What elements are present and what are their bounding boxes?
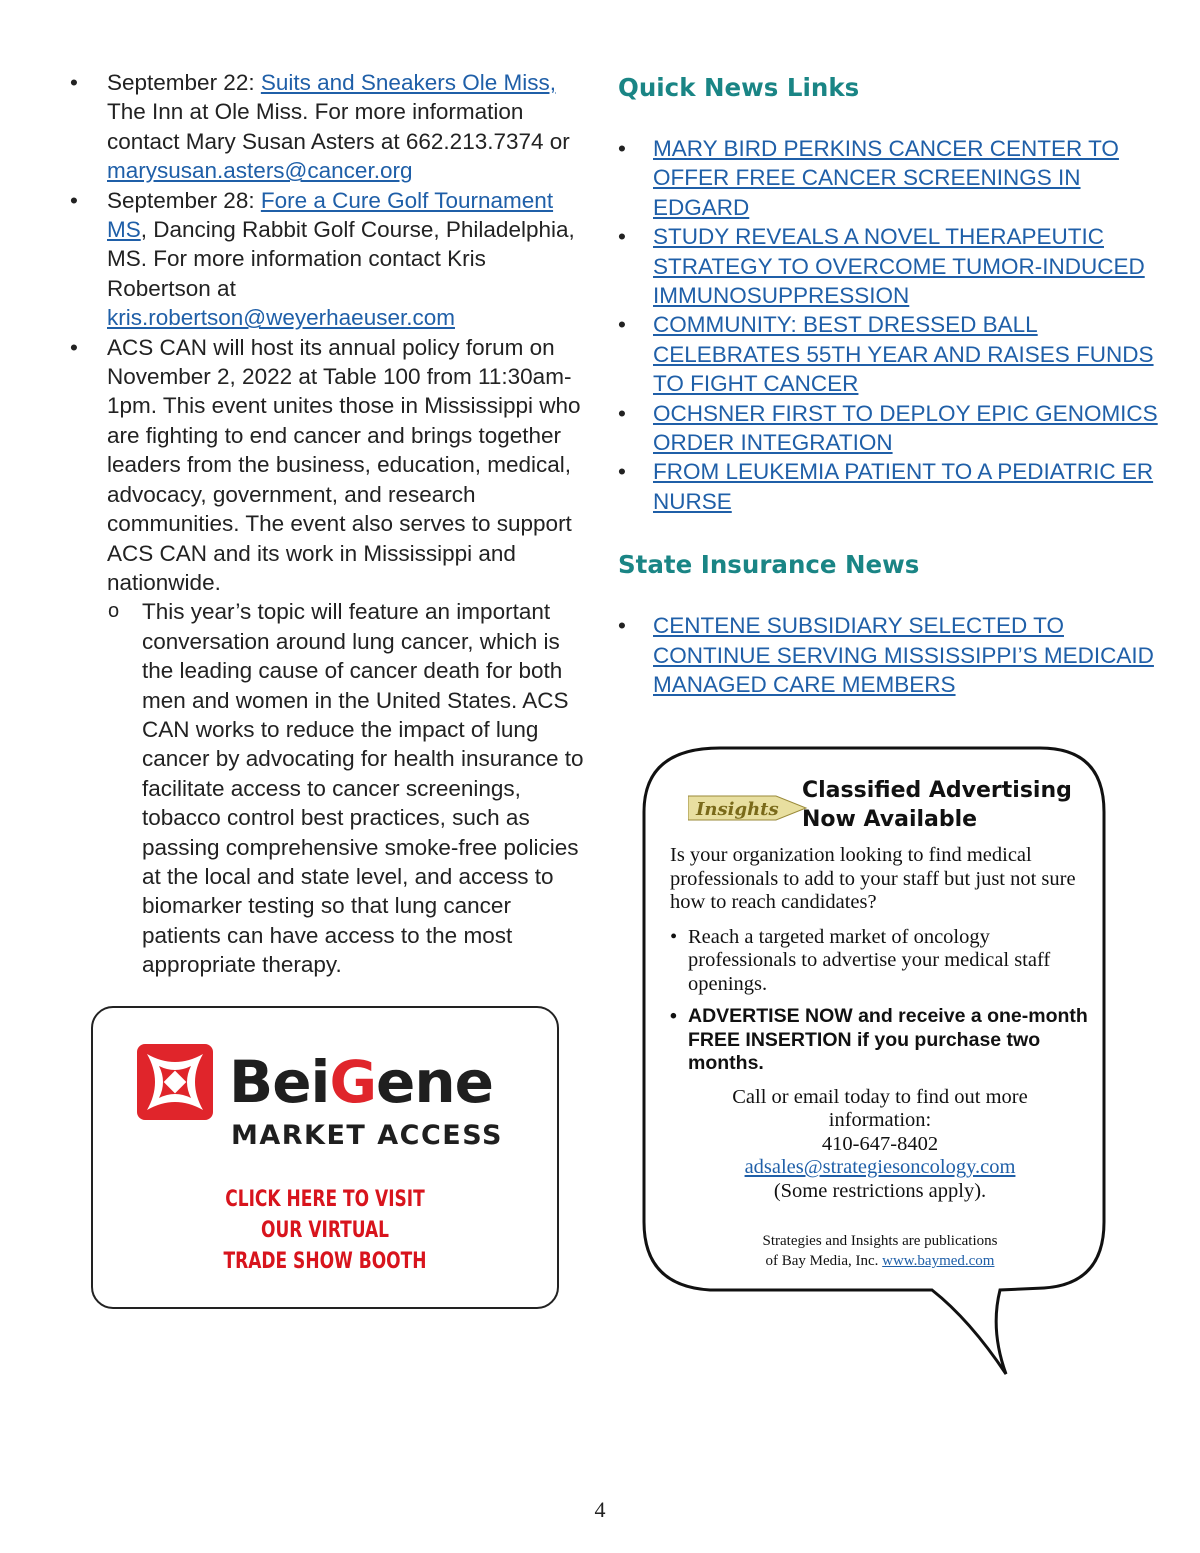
classified-intro: Is your organization looking to find medical professionals to add to your staff but just not sure how to reach candidates? — [670, 844, 1076, 913]
restrictions-text: (Some restrictions apply). — [773, 1179, 987, 1202]
quick-news-heading: Quick News Links — [618, 73, 860, 102]
event-text: The Inn at Ole Miss. For more information contact Mary Susan Asters at 662.213.7374 or — [107, 99, 570, 154]
email-link-robertson[interactable]: kris.robertson@weyerhaeuser.com — [107, 305, 455, 331]
insights-logo-icon — [688, 788, 808, 828]
news-link[interactable]: CENTENE SUBSIDIARY SELECTED TO CONTINUE SERVING MISSISSIPPI’S MEDICAID MANAGED CARE MEMBERS — [653, 613, 1154, 698]
event-link-fore-a-cure[interactable]: Fore a Cure Golf Tournament MS — [107, 187, 554, 243]
news-link[interactable]: OCHSNER FIRST TO DEPLOY EPIC GENOMICS ORDER INTEGRATION — [653, 400, 1158, 456]
event-text: ACS CAN will host its annual policy forum on November 2, 2022 at Table 100 from 11:30am-1pm. This event unites those in Mississippi who are fighting to end cancer and brings together leaders from the business, education, medical, advocacy, government, and research communities. The event also serves to support ACS CAN and its work in Mississippi and nationwide. — [107, 334, 581, 595]
event-date: September 22: — [107, 70, 261, 95]
news-link[interactable]: COMMUNITY: BEST DRESSED BALL CELEBRATES 55TH YEAR AND RAISES FUNDS TO FIGHT CANCER — [653, 312, 1154, 397]
event-text: , Dancing Rabbit Golf Course, Philadelphia, MS. For more information contact Kris Robertson at — [107, 217, 575, 301]
beigene-subtitle: MARKET ACCESS — [231, 1120, 503, 1151]
event-link-suits-sneakers[interactable]: Suits and Sneakers Ole Miss, — [260, 70, 556, 95]
virtual-booth-link[interactable]: CLICK HERE TO VISIT OUR VIRTUAL TRADE SHOW BOOTH — [223, 1187, 427, 1274]
page-number: 4 — [594, 1497, 606, 1522]
ad-sales-email-link[interactable]: adsales@strategiesoncology.com — [744, 1156, 1016, 1178]
call-text: Call or email today to find out more information: — [732, 1085, 1028, 1131]
news-link[interactable]: FROM LEUKEMIA PATIENT TO A PEDIATRIC ER NURSE — [653, 459, 1154, 514]
event-date: September 28: — [107, 187, 261, 213]
classified-title: Classified Advertising Now Available — [802, 778, 1072, 832]
beigene-wordmark: BeiGene — [229, 1048, 494, 1116]
news-link[interactable]: MARY BIRD PERKINS CANCER CENTER TO OFFER FREE CANCER SCREENINGS IN EDGARD — [653, 136, 1119, 220]
email-link-asters[interactable]: marysusan.asters@cancer.org — [107, 158, 413, 184]
event-subtext: This year’s topic will feature an important conversation around lung cancer, which is the leading cause of cancer death for both men and women in the United States. ACS CAN works to reduce the impact of lung cancer by advocating for health insurance to facilitate access to cancer screenings, tobacco control best practices, such as passing comprehensive smoke-free policies at the local and state level, and access to biomarker testing so that lung cancer patients can have access to the most appropriate therapy. — [142, 599, 584, 978]
state-insurance-heading: State Insurance News — [618, 550, 920, 580]
classified-bullet: • Reach a targeted market of oncology professionals to advertise your medical staff openings. — [670, 926, 1090, 997]
publisher-note: Strategies and Insights are publications of Bay Media, Inc. www.baymed.com — [762, 1233, 998, 1269]
news-link[interactable]: STUDY REVEALS A NOVEL THERAPEUTIC STRATEGY TO OVERCOME TUMOR-INDUCED IMMUNOSUPPRESSION — [653, 224, 1145, 309]
email-line — [670, 1156, 1090, 1180]
svg-text:Insights: Insights — [696, 799, 779, 820]
phone-number: 410-647-8402 — [821, 1132, 939, 1155]
classified-bullet-offer: • ADVERTISE NOW and receive a one-month FREE INSERTION if you purchase two months. — [670, 1005, 1090, 1076]
baymed-link[interactable]: www.baymed.com — [882, 1253, 995, 1269]
classified-body — [670, 844, 1090, 1271]
